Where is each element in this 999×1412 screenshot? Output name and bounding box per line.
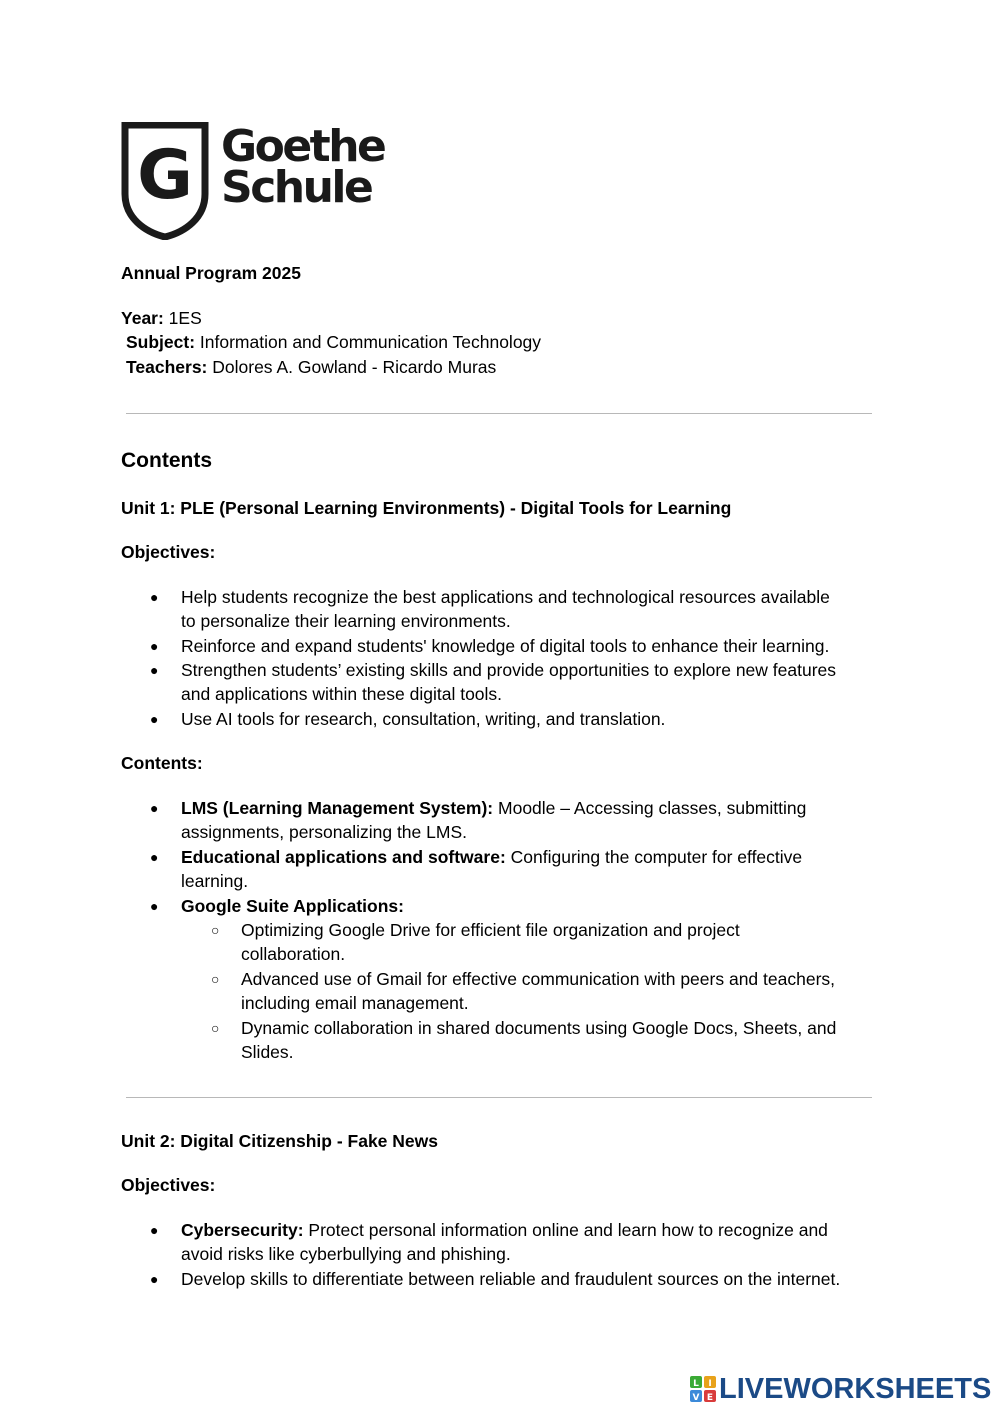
year-label: Year:: [121, 308, 164, 328]
bullet: ●: [150, 800, 159, 816]
year-line: [121, 308, 202, 329]
teachers-value: Dolores A. Gowland - Ricardo Muras: [207, 357, 497, 377]
sub-bullet: ○: [211, 922, 220, 938]
logo-letter: G: [137, 136, 193, 215]
svg-text:L: L: [693, 1379, 699, 1389]
unit1-objectives-label: Objectives:: [121, 542, 216, 562]
sub-list-item: Slides.: [241, 1042, 294, 1062]
bullet: ●: [150, 638, 159, 654]
sub-bullet: ○: [211, 971, 220, 987]
list-item: to personalize their learning environments.: [181, 611, 511, 631]
contents-heading: Contents: [121, 449, 212, 472]
divider: [126, 413, 872, 414]
divider: [126, 1097, 872, 1098]
google-label: Google Suite Applications:: [181, 896, 404, 916]
list-item: learning.: [181, 871, 249, 891]
logo-line-1: Goethe: [221, 121, 385, 172]
school-logo: [121, 122, 391, 240]
shield-icon: [121, 122, 211, 240]
edu-text: Configuring the computer for effective: [505, 847, 803, 867]
cyber-label: Cybersecurity:: [181, 1220, 304, 1240]
liveworksheets-watermark: [690, 1372, 991, 1406]
list-item: assignments, personalizing the LMS.: [181, 822, 467, 842]
sub-bullet: ○: [211, 1020, 220, 1036]
sub-list-item: Optimizing Google Drive for efficient file organization and project: [241, 920, 740, 940]
bullet: ●: [150, 849, 159, 865]
sub-list-item: including email management.: [241, 993, 469, 1013]
lms-label: LMS (Learning Management System):: [181, 798, 494, 818]
cyber-text: Protect personal information online and learn how to recognize and: [303, 1220, 828, 1240]
svg-text:I: I: [708, 1379, 712, 1389]
bullet: ●: [150, 711, 159, 727]
list-item: Develop skills to differentiate between reliable and fraudulent sources on the internet.: [181, 1269, 841, 1289]
unit1-contents-label: Contents:: [121, 753, 203, 773]
list-item: and applications within these digital tools.: [181, 684, 503, 704]
sub-list-item: Dynamic collaboration in shared documents using Google Docs, Sheets, and: [241, 1018, 837, 1038]
teachers-label: Teachers:: [126, 357, 208, 377]
teachers-line: [126, 357, 496, 378]
subject-value: Information and Communication Technology: [195, 332, 542, 352]
edu-label: Educational applications and software:: [181, 847, 506, 867]
unit2-title: Unit 2: Digital Citizenship - Fake News: [121, 1131, 438, 1151]
unit1-title: Unit 1: PLE (Personal Learning Environments) - Digital Tools for Learning: [121, 498, 732, 518]
list-item: avoid risks like cyberbullying and phishing.: [181, 1244, 511, 1264]
logo-wordmark: [221, 121, 385, 213]
list-item: Strengthen students’ existing skills and provide opportunities to explore new features: [181, 660, 837, 680]
bullet: ●: [150, 1271, 159, 1287]
subject-label: Subject:: [126, 332, 196, 352]
sub-list-item: Advanced use of Gmail for effective communication with peers and teachers,: [241, 969, 836, 989]
year-value: 1ES: [163, 308, 202, 328]
lms-text: Moodle – Accessing classes, submitting: [493, 798, 807, 818]
list-item: Use AI tools for research, consultation, writing, and translation.: [181, 709, 666, 729]
bullet: ●: [150, 1222, 159, 1238]
list-item: Reinforce and expand students' knowledge of digital tools to enhance their learning.: [181, 636, 830, 656]
svg-text:E: E: [706, 1393, 714, 1402]
bullet: ●: [150, 589, 159, 605]
bullet: ●: [150, 898, 159, 914]
bullet: ●: [150, 662, 159, 678]
liveworksheets-icon: [690, 1376, 716, 1402]
list-item: [181, 798, 806, 819]
document-title: Annual Program 2025: [121, 263, 301, 283]
subject-line: [126, 332, 541, 353]
list-item: [181, 1220, 828, 1241]
list-item: Help students recognize the best applications and technological resources available: [181, 587, 830, 607]
list-item: [181, 847, 802, 868]
logo-line-2: Schule: [221, 162, 372, 213]
unit2-objectives-label: Objectives:: [121, 1175, 216, 1195]
liveworksheets-text: LIVEWORKSHEETS: [719, 1372, 992, 1405]
svg-text:V: V: [692, 1393, 700, 1402]
sub-list-item: collaboration.: [241, 944, 346, 964]
